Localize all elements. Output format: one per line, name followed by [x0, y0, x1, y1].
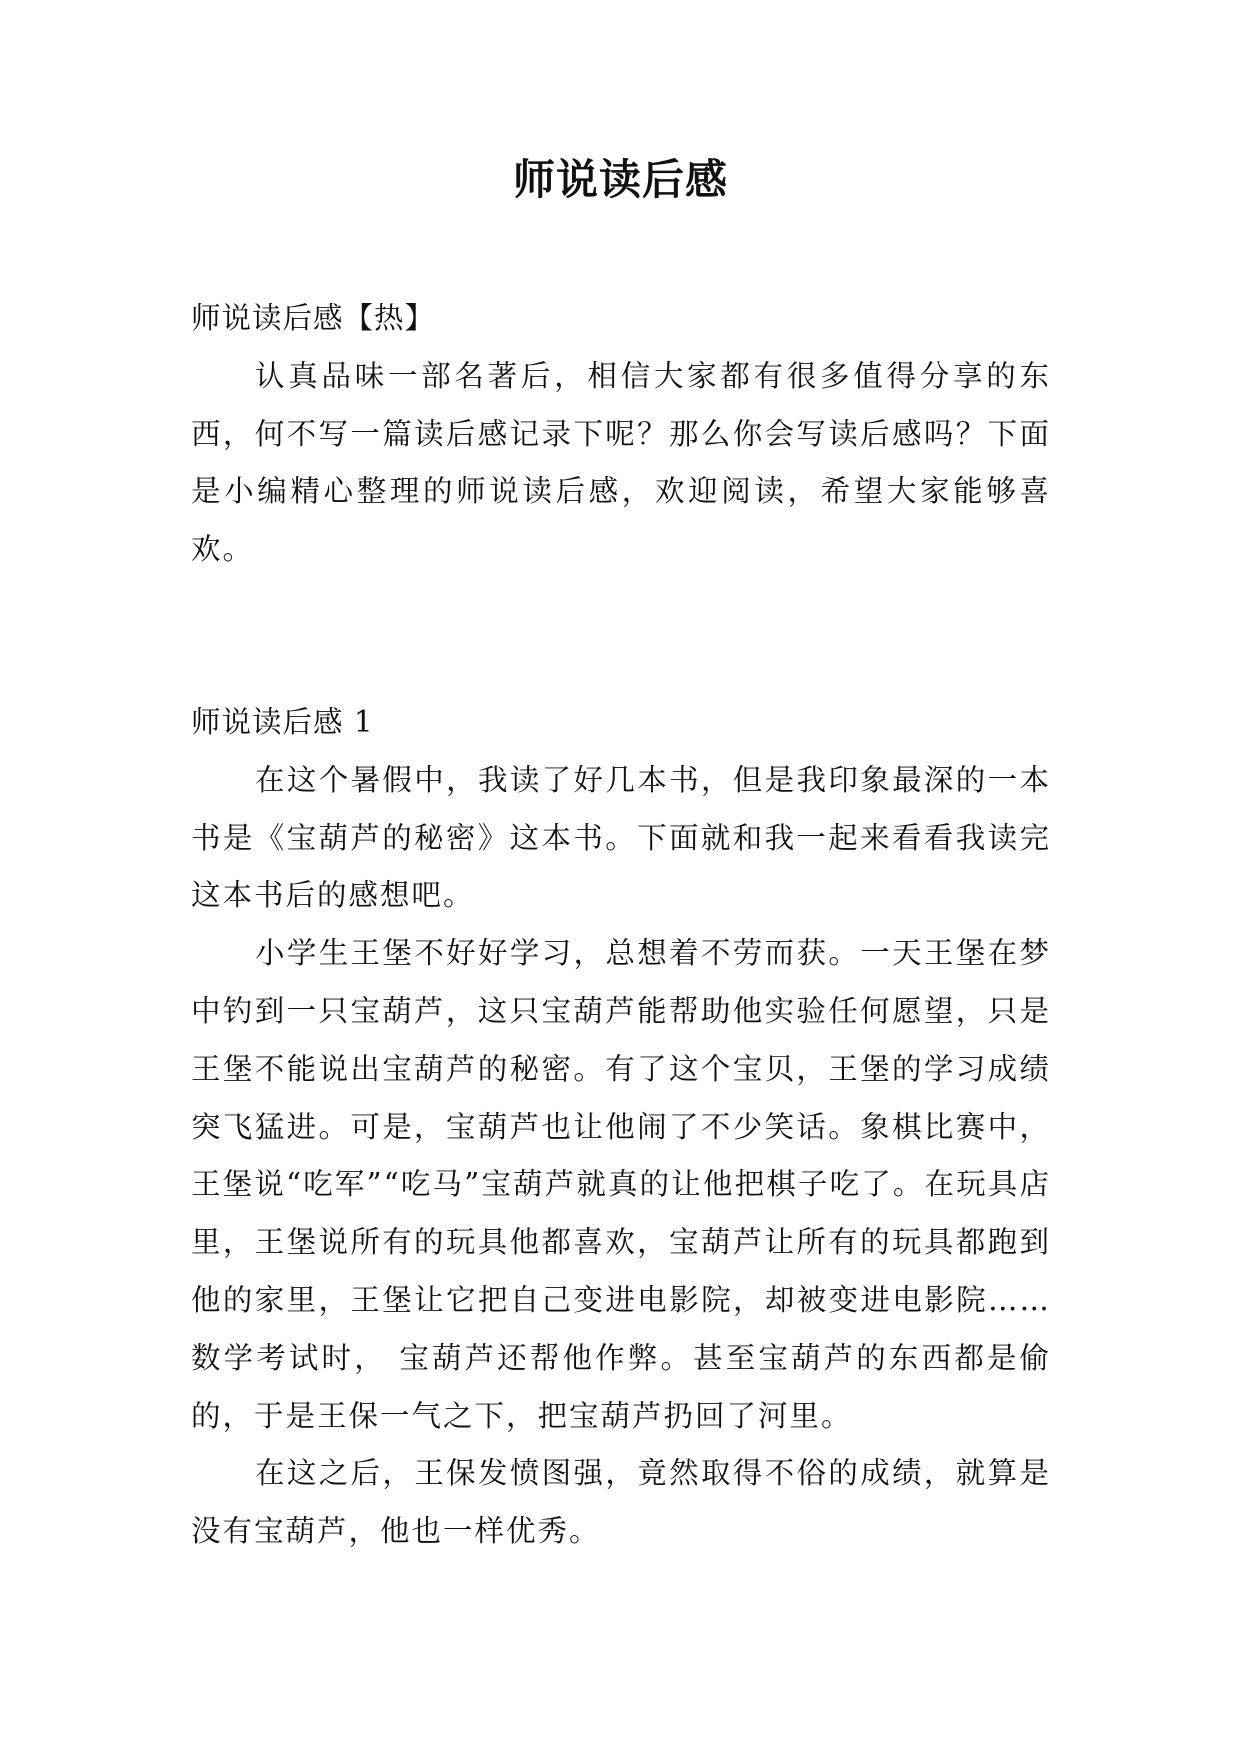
section1-paragraph-1: 在这个暑假中，我读了好几本书，但是我印象最深的一本书是《宝葫芦的秘密》这本书。下面就和我一起来看看我读完这本书后的感想吧。	[191, 762, 1051, 913]
document-title: 师说读后感	[512, 155, 728, 204]
section1-paragraph-3: 在这之后，王保发愤图强，竟然取得不俗的成绩，就算是没有宝葫芦，他也一样优秀。	[191, 1456, 1051, 1549]
section-spacer	[191, 579, 1051, 694]
intro-heading: 师说读后感【热】	[191, 301, 436, 335]
document-body	[191, 290, 1051, 1561]
section1-paragraph-2: 小学生王堡不好好学习，总想着不劳而获。一天王堡在梦中钓到一只宝葫芦，这只宝葫芦能帮助他实验任何愿望，只是王堡不能说出宝葫芦的秘密。有了这个宝贝，王堡的学习成绩突飞猛进。可是，宝葫芦也让他闹了不少笑话。象棋比赛中，王堡说“吃军”“吃马”宝葫芦就真的让他把棋子吃了。在玩具店里，王堡说所有的玩具他都喜欢，宝葫芦让所有的玩具都跑到他的家里，王堡让它把自己变进电影院，却被变进电影院……数学考试时， 宝葫芦还帮他作弊。甚至宝葫芦的东西都是偷的，于是王保一气之下，把宝葫芦扔回了河里。	[191, 936, 1051, 1433]
section1-heading: 师说读后感 1	[191, 704, 374, 739]
intro-paragraph: 认真品味一部名著后，相信大家都有很多值得分享的东西，何不写一篇读后感记录下呢？那么你会写读后感吗？下面是小编精心整理的师说读后感，欢迎阅读，希望大家能够喜欢。	[191, 358, 1051, 567]
